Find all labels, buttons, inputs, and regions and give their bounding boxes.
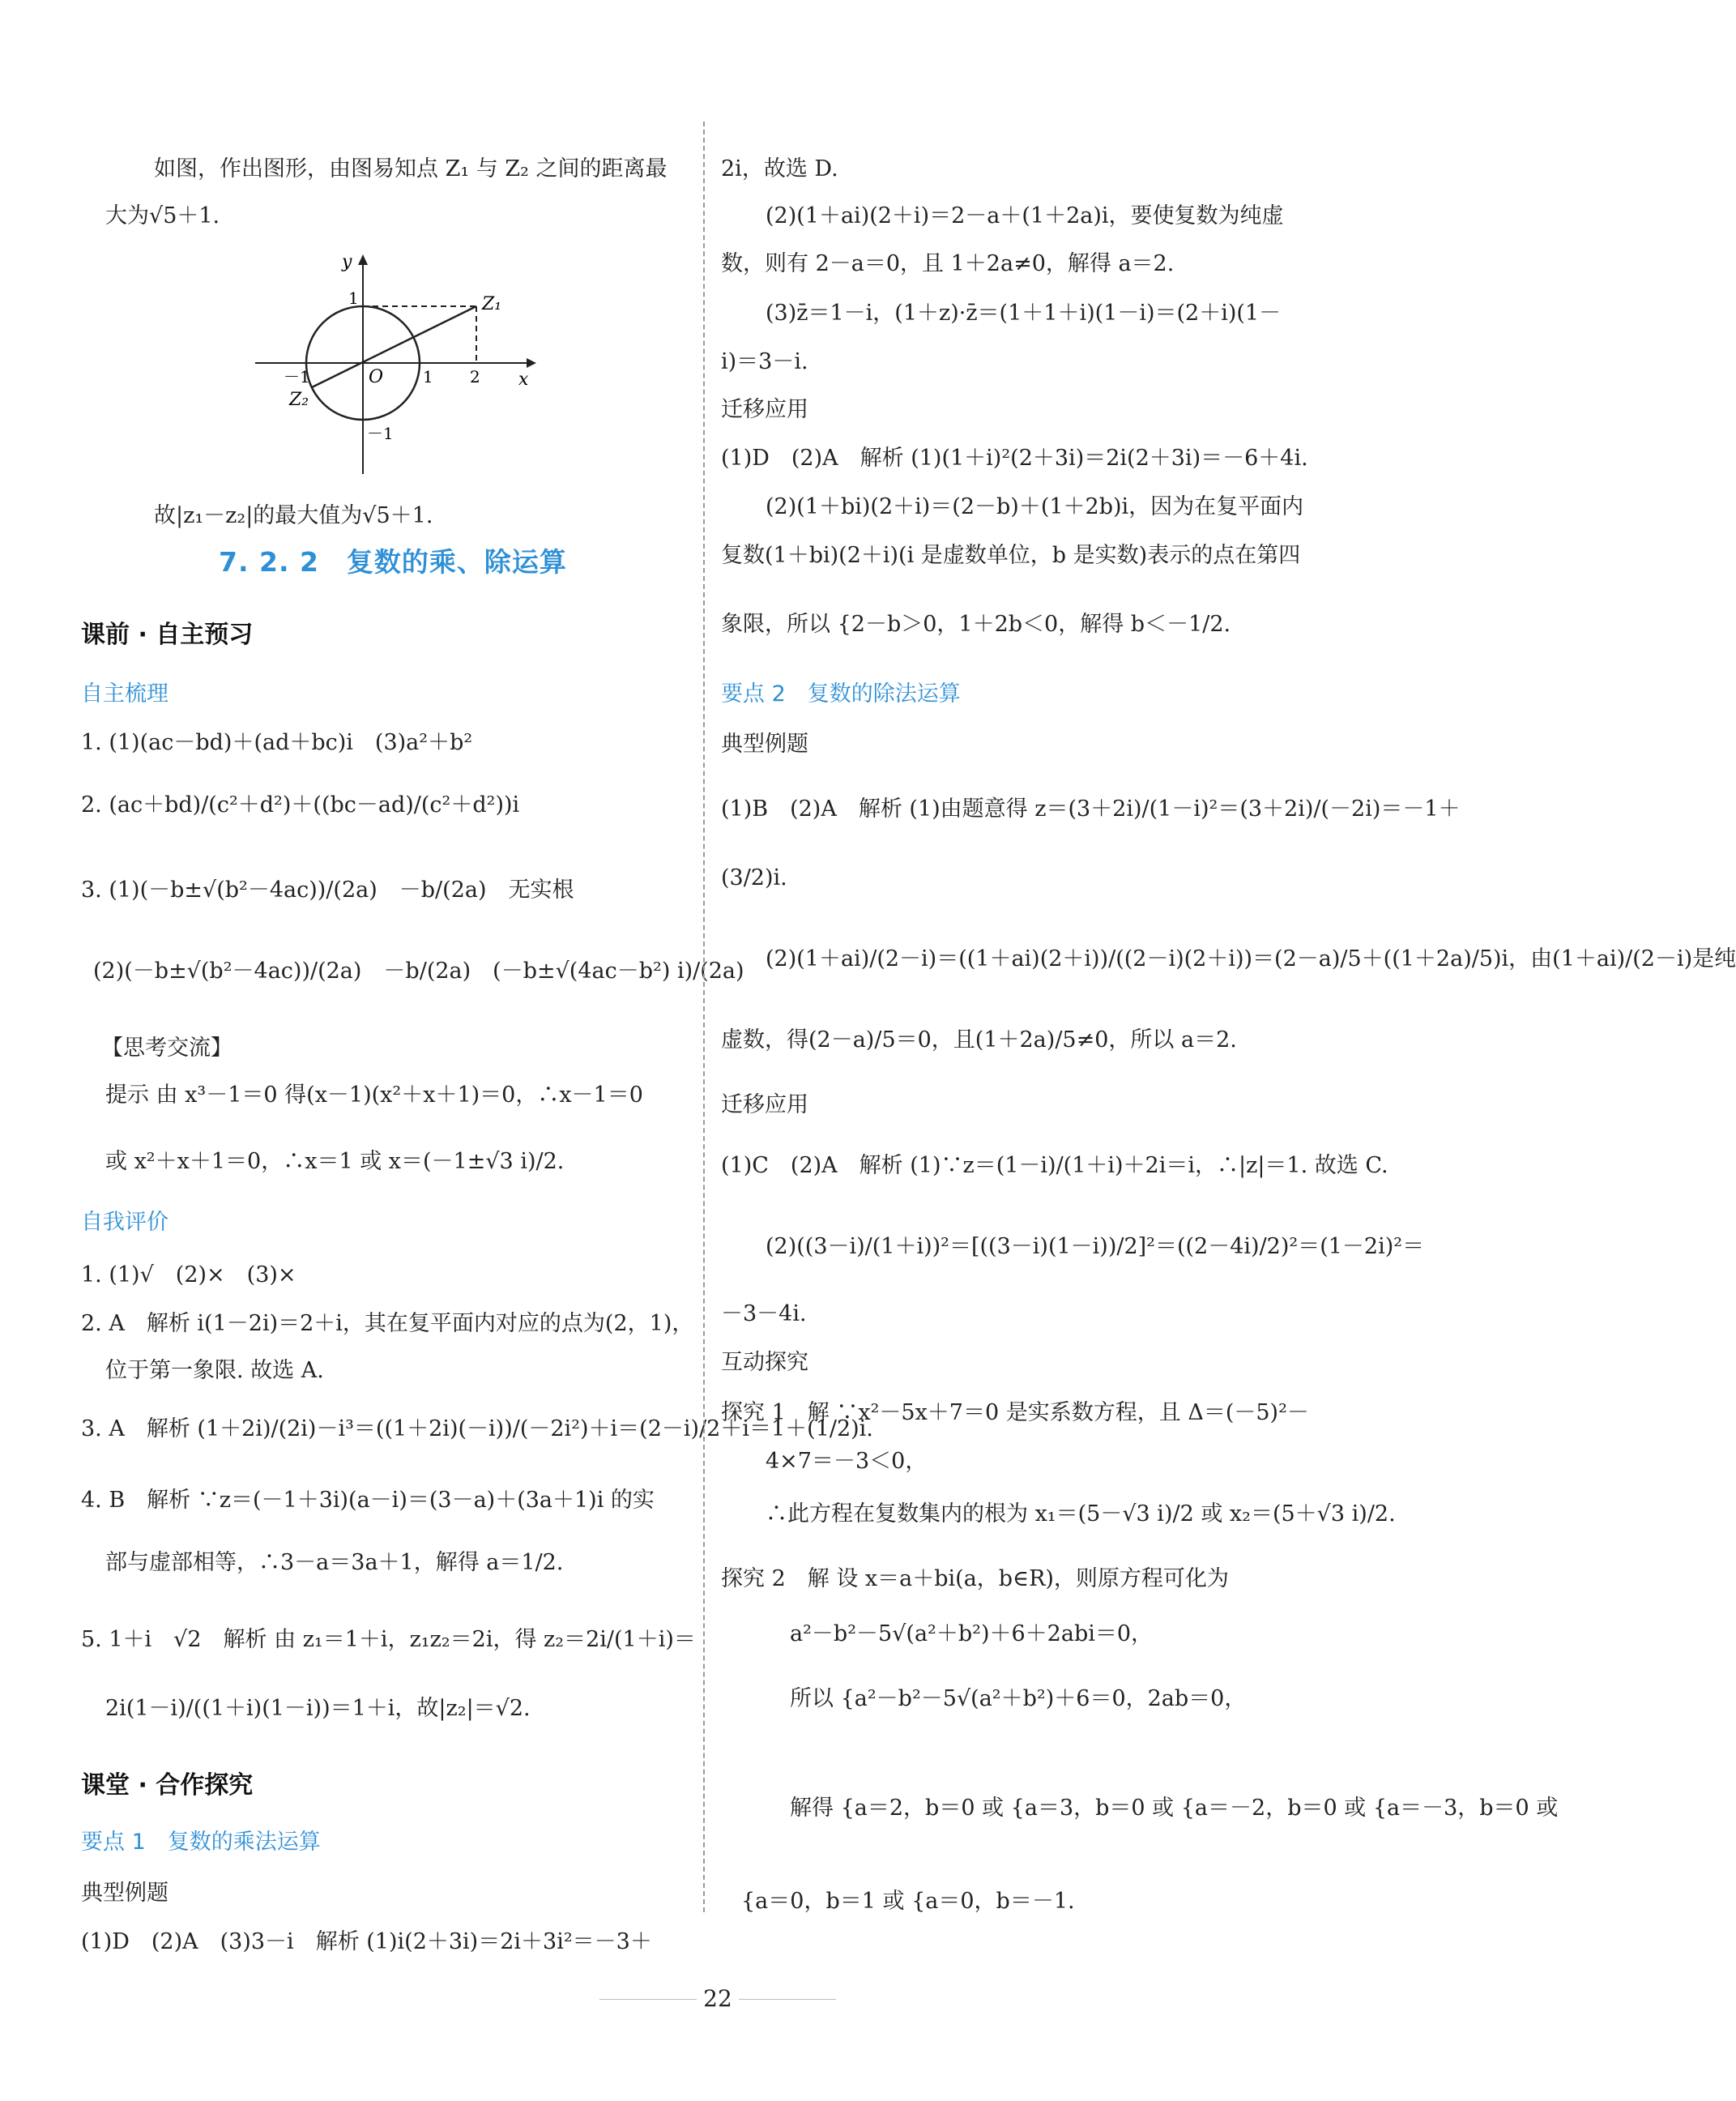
- text-line: 2i(1－i)/((1＋i)(1－i))＝1＋i，故|z₂|＝√2.: [105, 1696, 531, 1721]
- tick-label: 1: [423, 367, 433, 386]
- text-line: 3. (1)(－b±√(b²－4ac))/(2a) －b/(2a) 无实根: [81, 878, 574, 903]
- text-line: (1)B (2)A 解析 (1)由题意得 z＝(3＋2i)/(1－i)²＝(3＋2i)/(－2i)＝－1＋: [721, 796, 1461, 822]
- text-line: 复数(1＋bi)(2＋i)(i 是虚数单位，b 是实数)表示的点在第四: [721, 543, 1301, 568]
- right-column: [705, 0, 1736, 2101]
- text-line: 4. B 解析 ∵z＝(－1＋3i)(a－i)＝(3－a)＋(3a＋1)i 的实: [81, 1488, 655, 1513]
- text-line: (2)(－b±√(b²－4ac))/(2a) －b/(2a) (－b±√(4ac－b²) i)/(2a): [93, 959, 744, 984]
- text-line: (3/2)i.: [721, 865, 787, 890]
- text-line: 5. 1＋i √2 解析 由 z₁＝1＋i，z₁z₂＝2i，得 z₂＝2i/(1＋i)＝: [81, 1627, 696, 1652]
- text-line: －3－4i.: [721, 1301, 807, 1326]
- tick-label: 2: [470, 367, 480, 386]
- tick-label: －1: [284, 367, 310, 386]
- section-heading: 课堂 · 合作探究: [81, 1771, 254, 1800]
- block-heading: 互动探究: [721, 1350, 808, 1375]
- text-line: 解得 {a＝2，b＝0 或 {a＝3，b＝0 或 {a＝－2，b＝0 或 {a＝－3，b＝0 或: [790, 1796, 1559, 1821]
- text-line: 3. A 解析 (1＋2i)/(2i)－i³＝((1＋2i)(－i))/(－2i²)＋i＝(2－i)/2＋i＝1＋(1/2)i.: [81, 1416, 873, 1441]
- text-line: i)＝3－i.: [721, 349, 808, 374]
- text-line: 【思考交流】: [101, 1036, 232, 1061]
- text-line: ∴此方程在复数集内的根为 x₁＝(5－√3 i)/2 或 x₂＝(5＋√3 i)/2.: [766, 1501, 1396, 1527]
- block-heading: 典型例题: [81, 1881, 168, 1906]
- block-heading: 典型例题: [721, 732, 808, 757]
- text-line: 探究 2 解 设 x＝a＋bi(a，b∈R)，则原方程可化为: [721, 1566, 1229, 1591]
- text-line: 2i，故选 D.: [721, 156, 838, 181]
- tick-label: 1: [348, 288, 359, 308]
- complex-plane-figure: [243, 243, 551, 478]
- text-line: 象限，所以 {2－b＞0，1＋2b＜0，解得 b＜－1/2.: [721, 612, 1231, 637]
- text-line: 4×7＝－3＜0，: [766, 1449, 928, 1474]
- y-axis-label: y: [342, 252, 352, 272]
- x-axis-label: x: [518, 369, 529, 390]
- z2-label: Z₂: [289, 390, 309, 410]
- block-heading: 迁移应用: [721, 397, 808, 422]
- text-line: (2)((3－i)/(1＋i))²＝[((3－i)(1－i))/2]²＝((2－4i)/2)²＝(1－2i)²＝: [766, 1234, 1425, 1259]
- tick-label: －1: [367, 424, 394, 443]
- text-line: (1)D (2)A 解析 (1)(1＋i)²(2＋3i)＝2i(2＋3i)＝－6＋4i.: [721, 446, 1308, 471]
- text-line: 部与虚部相等，∴3－a＝3a＋1，解得 a＝1/2.: [105, 1550, 564, 1575]
- block-heading: 迁移应用: [721, 1092, 808, 1117]
- text-line: 提示 由 x³－1＝0 得(x－1)(x²＋x＋1)＝0，∴x－1＝0: [105, 1083, 643, 1108]
- text-line: (3)z̄＝1－i，(1＋z)·z̄＝(1＋1＋i)(1－i)＝(2＋i)(1－: [766, 301, 1282, 326]
- text-line: 数，则有 2－a＝0，且 1＋2a≠0，解得 a＝2.: [721, 251, 1175, 276]
- page-number-rule: [739, 1999, 836, 2000]
- text-line: 所以 {a²－b²－5√(a²＋b²)＋6＝0，2ab＝0，: [790, 1686, 1247, 1711]
- subsection-heading: 要点 1 复数的乘法运算: [81, 1830, 321, 1855]
- text-line: 大为√5＋1.: [105, 203, 220, 228]
- text-line: 如图，作出图形，由图易知点 Z₁ 与 Z₂ 之间的距离最: [154, 156, 668, 181]
- text-line: (2)(1＋ai)(2＋i)＝2－a＋(1＋2a)i，要使复数为纯虚: [766, 203, 1284, 228]
- text-line: 或 x²＋x＋1＝0，∴x＝1 或 x＝(－1±√3 i)/2.: [105, 1149, 565, 1174]
- text-line: 1. (1)(ac－bd)＋(ad＋bc)i (3)a²＋b²: [81, 730, 473, 755]
- text-line: 探究 1 解 ∵x²－5x＋7＝0 是实系数方程，且 Δ＝(－5)²－: [721, 1400, 1309, 1425]
- text-line: (1)D (2)A (3)3－i 解析 (1)i(2＋3i)＝2i＋3i²＝－3＋: [81, 1929, 652, 1954]
- text-line: (2)(1＋ai)/(2－i)＝((1＋ai)(2＋i))/((2－i)(2＋i))＝(2－a)/5＋((1＋2a)/5)i，由(1＋ai)/(2－i)是纯: [766, 946, 1736, 971]
- section-heading: 课前 · 自主预习: [81, 621, 254, 649]
- subsection-heading: 自我评价: [81, 1210, 168, 1235]
- subsection-heading: 要点 2 复数的除法运算: [721, 681, 961, 707]
- text-line: 故|z₁－z₂|的最大值为√5＋1.: [154, 503, 433, 528]
- section-title: 7. 2. 2 复数的乘、除运算: [219, 546, 567, 578]
- text-line: 位于第一象限. 故选 A.: [105, 1358, 324, 1383]
- text-line: 2. (ac＋bd)/(c²＋d²)＋((bc－ad)/(c²＋d²))i: [81, 792, 520, 818]
- text-line: 1. (1)√ (2)× (3)×: [81, 1262, 296, 1288]
- text-line: (1)C (2)A 解析 (1)∵z＝(1－i)/(1＋i)＋2i＝i，∴|z|＝1. 故选 C.: [721, 1153, 1388, 1178]
- z1-label: Z₁: [482, 294, 502, 314]
- subsection-heading: 自主梳理: [81, 681, 168, 707]
- text-line: a²－b²－5√(a²＋b²)＋6＋2abi＝0，: [790, 1621, 1154, 1646]
- text-line: 虚数，得(2－a)/5＝0，且(1＋2a)/5≠0，所以 a＝2.: [721, 1027, 1237, 1053]
- page-number: 22: [703, 1985, 732, 2012]
- text-line: (2)(1＋bi)(2＋i)＝(2－b)＋(1＋2b)i，因为在复平面内: [766, 494, 1304, 519]
- text-line: 2. A 解析 i(1－2i)＝2＋i，其在复平面内对应的点为(2，1)，: [81, 1311, 694, 1336]
- origin-label: O: [369, 367, 384, 387]
- text-line: {a＝0，b＝1 或 {a＝0，b＝－1.: [741, 1889, 1075, 1914]
